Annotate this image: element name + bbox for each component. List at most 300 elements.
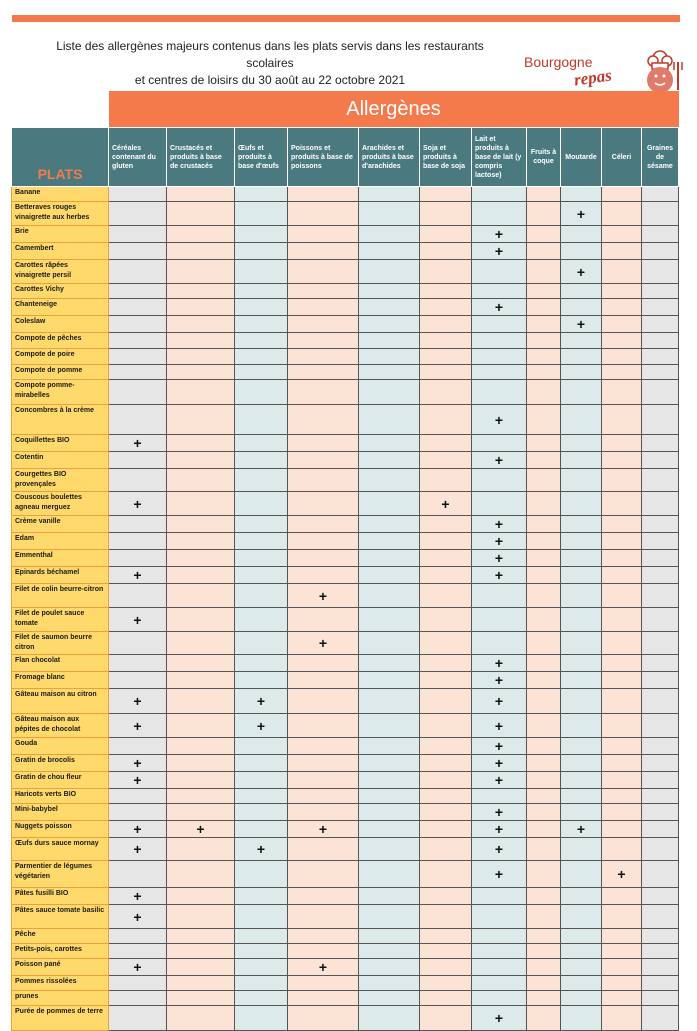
allergen-cell [561,550,602,567]
dish-name: Gratin de brocolis [12,755,109,772]
allergen-cell [235,550,288,567]
allergen-cell [235,333,288,349]
table-row [12,944,679,959]
dish-name: Filet de poulet sauce tomate [12,608,109,632]
allergen-cell [602,405,642,435]
allergen-cell [359,533,420,550]
allergen-cell [235,755,288,772]
allergen-cell [167,516,235,533]
allergen-cell [602,380,642,405]
allergen-cell [109,738,167,755]
table-row [12,333,679,349]
allergen-cell [420,672,472,689]
allergen-cell [642,608,679,632]
allergen-cell [602,888,642,905]
table-row [12,469,679,492]
table-row [12,861,679,888]
allergen-cell [109,976,167,991]
allergen-cell [109,299,167,316]
allergen-marker: + [109,492,167,516]
allergen-cell [288,550,359,567]
allergen-cell [420,991,472,1006]
allergen-marker: + [109,567,167,584]
allergen-cell [420,905,472,929]
allergen-cell [359,929,420,944]
dish-name: Œufs durs sauce mornay [12,838,109,861]
allergen-cell [642,469,679,492]
column-header: Lait et produits à base de lait (y compris lactose) [472,128,527,187]
allergen-cell [288,738,359,755]
allergen-cell [420,789,472,804]
allergen-cell [420,584,472,608]
allergen-cell [167,243,235,260]
allergen-cell [359,405,420,435]
table-row [12,838,679,861]
allergen-cell [602,672,642,689]
allergen-cell [561,804,602,821]
allergen-cell [527,888,561,905]
allergen-cell [167,991,235,1006]
allergen-cell [642,838,679,861]
table-row [12,976,679,991]
allergen-cell [472,349,527,365]
allergen-cell [109,226,167,243]
allergen-cell [359,944,420,959]
allergen-cell [561,469,602,492]
allergen-cell [288,202,359,226]
allergen-cell [420,861,472,888]
dish-name: Chanteneige [12,299,109,316]
allergen-cell [527,333,561,349]
allergen-cell [561,492,602,516]
allergen-cell [359,789,420,804]
allergen-cell [561,905,602,929]
table-row [12,772,679,789]
allergen-cell [602,929,642,944]
allergen-cell [288,929,359,944]
allergen-cell [527,284,561,299]
dish-name: Edam [12,533,109,550]
allergen-cell [167,260,235,284]
allergen-cell [472,959,527,976]
allergen-cell [561,976,602,991]
allergen-marker: + [235,714,288,738]
allergen-cell [288,365,359,380]
allergen-cell [420,550,472,567]
allergen-cell [602,584,642,608]
allergen-cell [288,435,359,452]
allergen-cell [167,284,235,299]
allergen-cell [527,655,561,672]
allergen-cell [642,284,679,299]
allergen-cell [167,608,235,632]
allergen-cell [527,861,561,888]
allergen-cell [167,689,235,714]
dish-name: Pâtes sauce tomate basilic [12,905,109,929]
allergen-cell [288,533,359,550]
allergen-cell [602,492,642,516]
allergen-cell [288,755,359,772]
allergen-cell [642,550,679,567]
allergen-marker: + [109,959,167,976]
allergen-cell [602,959,642,976]
allergen-cell [602,991,642,1006]
dish-name: Gratin de chou fleur [12,772,109,789]
allergen-cell [642,655,679,672]
allergen-cell [561,929,602,944]
allergen-cell [359,672,420,689]
allergen-cell [561,714,602,738]
allergen-cell [420,333,472,349]
table-row [12,608,679,632]
allergen-cell [359,991,420,1006]
allergen-cell [561,567,602,584]
allergen-cell [359,202,420,226]
allergen-cell [420,202,472,226]
allergen-cell [527,821,561,838]
allergen-cell [167,672,235,689]
allergen-cell [420,299,472,316]
allergen-cell [109,533,167,550]
allergen-cell [420,838,472,861]
allergen-marker: + [109,888,167,905]
allergen-cell [472,187,527,202]
dish-name: Crème vanille [12,516,109,533]
allergen-cell [288,260,359,284]
allergen-cell [561,689,602,714]
allergen-cell [602,567,642,584]
allergen-cell [167,469,235,492]
allergen-cell [472,260,527,284]
allergen-marker: + [109,838,167,861]
allergen-cell [359,689,420,714]
allergen-cell [288,469,359,492]
allergen-marker: + [472,655,527,672]
allergen-cell [109,991,167,1006]
allergen-cell [420,929,472,944]
allergen-cell [561,243,602,260]
allergen-cell [109,584,167,608]
allergen-cell [359,584,420,608]
allergen-cell [472,584,527,608]
allergen-cell [235,821,288,838]
allergen-cell [359,738,420,755]
allergen-cell [602,905,642,929]
allergen-cell [235,349,288,365]
allergen-marker: + [472,672,527,689]
allergen-cell [561,365,602,380]
allergen-cell [420,380,472,405]
allergen-cell [561,888,602,905]
allergen-cell [167,349,235,365]
allergen-cell [527,299,561,316]
allergen-cell [288,284,359,299]
allergen-cell [602,714,642,738]
allergen-cell [420,632,472,655]
table-row [12,991,679,1006]
table-row [12,533,679,550]
dish-name: Gâteau maison aux pépites de chocolat [12,714,109,738]
allergen-cell [642,452,679,469]
allergen-cell [642,976,679,991]
allergen-marker: + [561,260,602,284]
allergen-cell [561,838,602,861]
allergen-cell [288,243,359,260]
dish-name: Coleslaw [12,316,109,333]
allergen-cell [109,929,167,944]
allergen-cell [167,655,235,672]
allergen-cell [602,333,642,349]
allergen-cell [642,738,679,755]
document-title [40,38,500,89]
allergen-cell [167,804,235,821]
allergen-cell [602,838,642,861]
allergen-marker: + [472,533,527,550]
allergen-cell [167,772,235,789]
allergen-cell [359,316,420,333]
allergen-cell [109,202,167,226]
dish-name: Carottes Vichy [12,284,109,299]
allergen-cell [561,1006,602,1031]
dish-name: Concombres à la crème [12,405,109,435]
allergen-cell [642,789,679,804]
allergen-cell [527,755,561,772]
allergen-marker: + [235,838,288,861]
allergen-cell [109,333,167,349]
table-row [12,243,679,260]
allergen-cell [602,226,642,243]
title-line-2: et centres de loisirs du 30 août au 22 octobre 2021 [134,73,406,87]
allergen-cell [109,380,167,405]
allergen-cell [235,533,288,550]
allergen-cell [472,333,527,349]
allergen-cell [359,959,420,976]
table-row [12,202,679,226]
allergen-marker: + [472,452,527,469]
allergen-cell [109,316,167,333]
dish-name: Coquillettes BIO [12,435,109,452]
allergen-cell [167,316,235,333]
allergen-cell [602,632,642,655]
allergen-cell [642,349,679,365]
allergen-cell [167,714,235,738]
allergen-cell [109,187,167,202]
allergen-cell [167,944,235,959]
allergen-cell [288,405,359,435]
allergen-marker: + [288,821,359,838]
dish-name: Cotentin [12,452,109,469]
table-row [12,789,679,804]
allergen-marker: + [472,226,527,243]
allergen-cell [527,772,561,789]
allergen-cell [288,861,359,888]
logo-text-repas: repas [572,65,613,90]
allergen-cell [235,584,288,608]
allergen-cell [167,492,235,516]
allergen-cell [288,380,359,405]
allergen-cell [359,550,420,567]
allergen-cell [288,187,359,202]
allergen-cell [420,804,472,821]
allergen-cell [472,944,527,959]
allergen-marker: + [602,861,642,888]
table-row [12,435,679,452]
allergen-cell [359,469,420,492]
dish-name: Nuggets poisson [12,821,109,838]
allergen-cell [642,226,679,243]
allergen-cell [359,333,420,349]
allergen-cell [561,944,602,959]
allergen-cell [642,888,679,905]
allergen-marker: + [472,738,527,755]
allergen-cell [167,976,235,991]
allergen-cell [420,714,472,738]
allergen-cell [288,804,359,821]
allergen-cell [420,435,472,452]
allergen-cell [472,435,527,452]
allergen-cell [235,365,288,380]
allergen-cell [288,789,359,804]
allergen-cell [642,672,679,689]
column-header: Graines de sésame [642,128,679,187]
allergen-cell [420,226,472,243]
allergen-marker: + [109,608,167,632]
allergen-cell [359,608,420,632]
dish-name: Purée de pommes de terre [12,1006,109,1031]
table-row [12,905,679,929]
allergen-cell [420,533,472,550]
allergen-cell [235,1006,288,1031]
allergen-cell [288,608,359,632]
column-header: Œufs et produits à base d'œufs [235,128,288,187]
allergen-cell [359,243,420,260]
allergen-cell [420,452,472,469]
allergen-cell [288,316,359,333]
allergen-cell [602,550,642,567]
allergen-cell [109,789,167,804]
column-header: Arachides et produits à base d'arachides [359,128,420,187]
allergen-cell [235,959,288,976]
allergen-cell [642,492,679,516]
column-header: Céleri [602,128,642,187]
allergen-cell [167,632,235,655]
dish-name: Compote de pêches [12,333,109,349]
table-row [12,492,679,516]
allergen-cell [167,187,235,202]
allergen-cell [561,226,602,243]
allergen-cell [109,452,167,469]
table-row [12,260,679,284]
allergen-cell [642,714,679,738]
allergen-cell [602,316,642,333]
allergen-cell [420,349,472,365]
allergen-cell [602,976,642,991]
dish-name: Emmenthal [12,550,109,567]
allergen-cell [359,226,420,243]
allergen-marker: + [472,861,527,888]
column-header: Crustacés et produits à base de crustacés [167,128,235,187]
allergen-cell [527,365,561,380]
allergen-cell [288,1006,359,1031]
allergen-cell [109,655,167,672]
allergen-cell [359,380,420,405]
allergen-cell [420,260,472,284]
allergen-cell [527,260,561,284]
dish-name: Compote de poire [12,349,109,365]
allergen-cell [602,243,642,260]
dish-name: Couscous boulettes agneau merguez [12,492,109,516]
allergen-cell [288,655,359,672]
allergen-cell [235,284,288,299]
allergen-cell [642,365,679,380]
allergen-cell [602,452,642,469]
allergen-cell [561,380,602,405]
allergen-cell [527,959,561,976]
table-row [12,516,679,533]
dish-name: Betteraves rouges vinaigrette aux herbes [12,202,109,226]
allergen-cell [420,405,472,435]
allergen-cell [359,299,420,316]
allergen-cell [235,861,288,888]
table-row [12,226,679,243]
allergen-marker: + [472,804,527,821]
table-row [12,888,679,905]
allergen-cell [288,299,359,316]
allergen-cell [288,976,359,991]
allergen-cell [527,608,561,632]
allergen-cell [527,435,561,452]
allergen-cell [359,755,420,772]
allergen-cell [359,516,420,533]
dish-name: Pêche [12,929,109,944]
allergen-cell [642,755,679,772]
table-row [12,1006,679,1031]
allergenes-header: Allergènes [109,91,679,128]
allergen-cell [602,202,642,226]
allergen-cell [527,187,561,202]
allergen-cell [561,516,602,533]
allergen-cell [642,333,679,349]
allergen-cell [235,905,288,929]
dish-name: Carottes râpées vinaigrette persil [12,260,109,284]
dish-name: Parmentier de légumes végétarien [12,861,109,888]
dish-name: Filet de saumon beurre citron [12,632,109,655]
allergen-marker: + [472,821,527,838]
allergen-cell [167,929,235,944]
allergen-cell [167,533,235,550]
column-header: Fruits à coque [527,128,561,187]
allergen-marker: + [288,584,359,608]
allergen-cell [167,789,235,804]
allergen-cell [527,492,561,516]
table-row [12,584,679,608]
allergen-cell [472,888,527,905]
allergen-cell [235,976,288,991]
allergen-cell [561,991,602,1006]
allergen-cell [359,187,420,202]
allergen-cell [561,349,602,365]
allergen-cell [420,284,472,299]
allergen-cell [420,516,472,533]
allergen-marker: + [561,202,602,226]
allergen-table [11,91,679,1031]
table-row [12,316,679,333]
allergen-cell [472,284,527,299]
allergen-cell [420,755,472,772]
allergen-marker: + [472,714,527,738]
allergen-cell [288,689,359,714]
allergen-cell [642,689,679,714]
